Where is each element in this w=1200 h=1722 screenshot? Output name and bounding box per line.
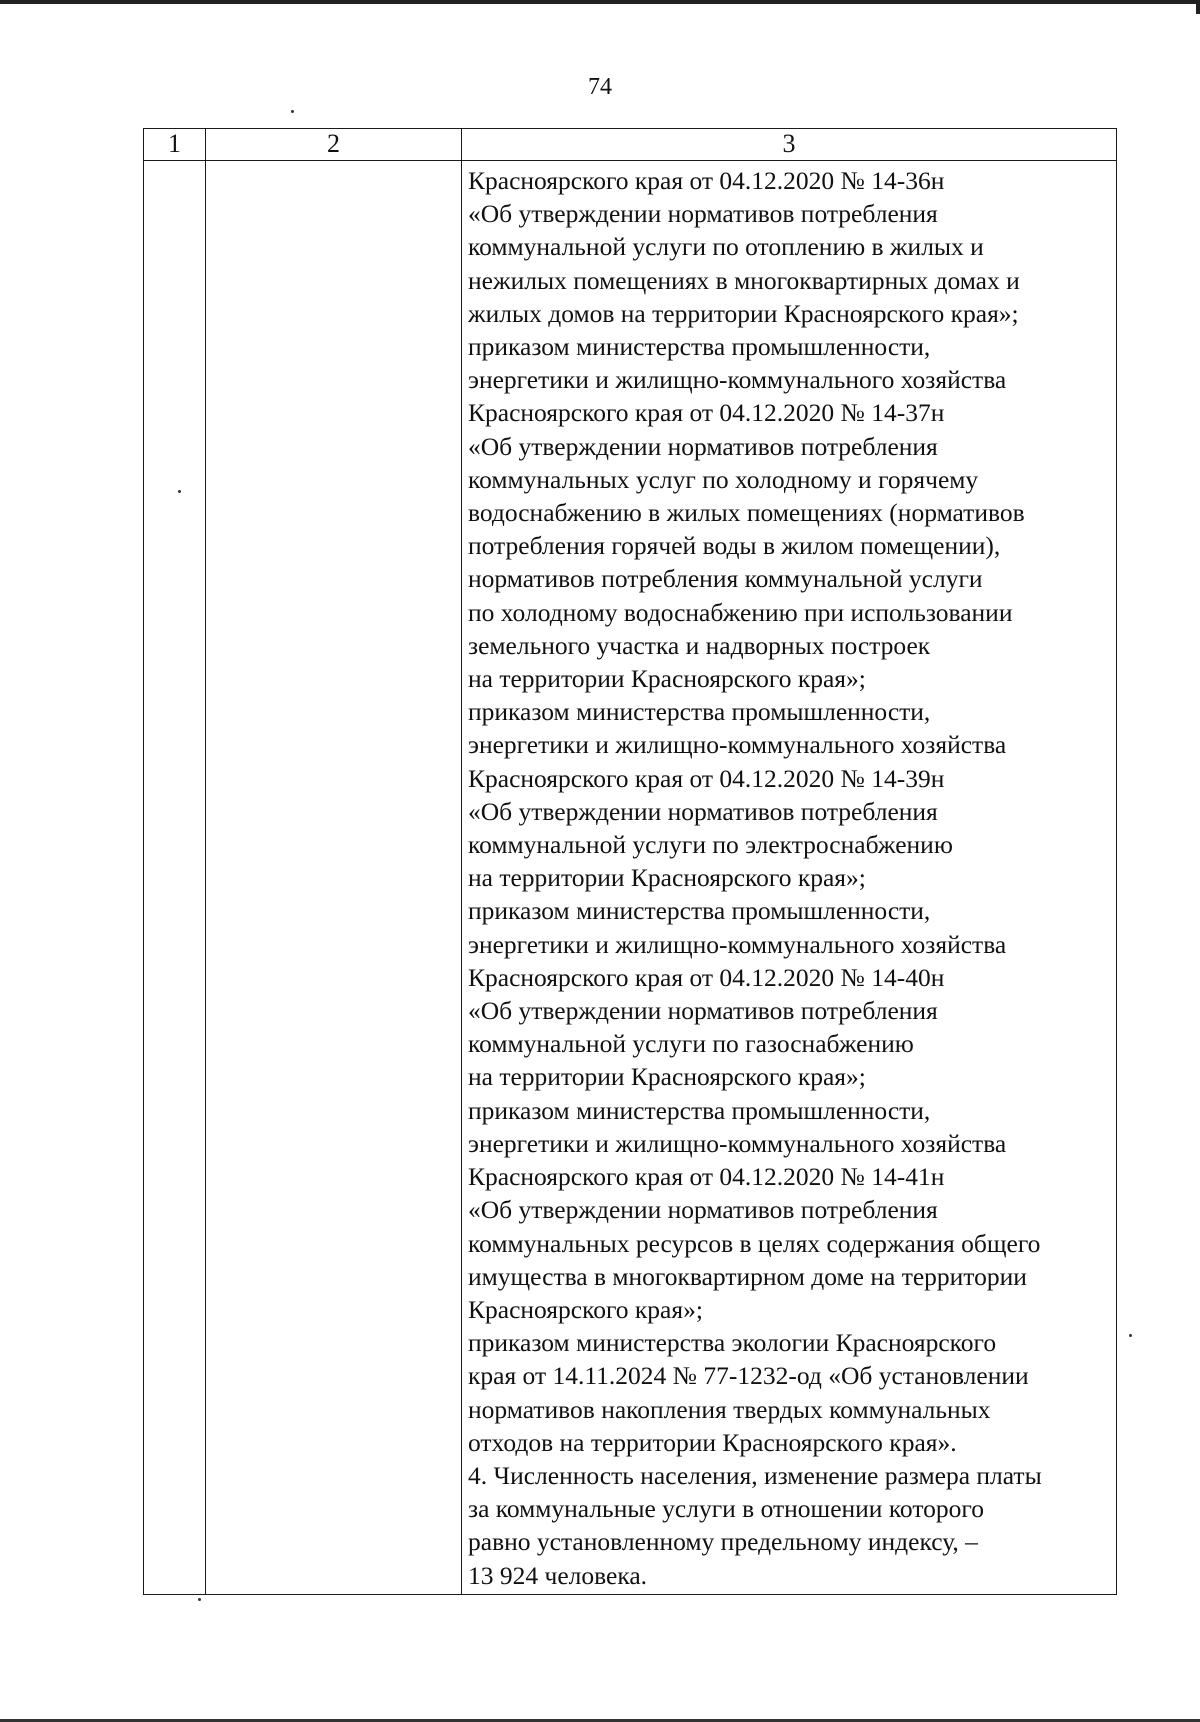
text-line: приказом министерства экологии Красноярского	[468, 1328, 997, 1358]
text-line: по холодному водоснабжению при использовании	[468, 597, 1013, 627]
text-line: коммунальных ресурсов в целях содержания общего	[468, 1228, 1041, 1258]
text-line: Красноярского края от 04.12.2020 № 14-40н	[468, 962, 945, 992]
table-row	[144, 161, 1117, 1595]
scan-speck	[198, 1598, 201, 1601]
table-header-row	[144, 129, 1117, 161]
text-line: приказом министерства промышленности,	[468, 1095, 931, 1125]
text-line: водоснабжению в жилых помещениях (нормативов	[468, 498, 1025, 528]
top-right-edge-mark	[1196, 0, 1200, 14]
text-line: энергетики и жилищно-коммунального хозяйства	[468, 929, 1007, 959]
text-line: Красноярского края от 04.12.2020 № 14-37н	[468, 398, 945, 428]
text-line: 13 924 человека.	[468, 1560, 648, 1590]
text-line: приказом министерства промышленности,	[468, 697, 931, 727]
text-line: Красноярского края»;	[468, 1294, 703, 1324]
text-line: энергетики и жилищно-коммунального хозяйства	[468, 365, 1007, 395]
text-line: имущества в многоквартирном доме на территории	[468, 1261, 1027, 1291]
text-line: коммунальной услуги по электроснабжению	[468, 830, 953, 860]
text-line: «Об утверждении нормативов потребления	[468, 1195, 938, 1225]
text-line: коммунальной услуги по отоплению в жилых и	[468, 232, 984, 262]
text-line: 4. Численность населения, изменение размера платы	[468, 1460, 1042, 1490]
scan-speck	[1129, 1334, 1132, 1337]
text-line: края от 14.11.2024 № 77-1232-од «Об установлении	[468, 1361, 1029, 1391]
text-line: «Об утверждении нормативов потребления	[468, 996, 938, 1026]
text-line: коммунальных услуг по холодному и горячему	[468, 464, 979, 494]
column-header-3: 3	[462, 129, 1117, 161]
text-line: нормативов накопления твердых коммунальных	[468, 1394, 991, 1424]
text-line: на территории Красноярского края»;	[468, 1062, 866, 1092]
text-line: нежилых помещениях в многоквартирных домах и	[468, 265, 1020, 295]
text-line: Красноярского края от 04.12.2020 № 14-39н	[468, 763, 945, 793]
text-line: на территории Красноярского края»;	[468, 863, 866, 893]
text-line: «Об утверждении нормативов потребления	[468, 431, 938, 461]
text-line: энергетики и жилищно-коммунального хозяйства	[468, 730, 1007, 760]
text-line: за коммунальные услуги в отношении которого	[468, 1494, 984, 1524]
text-line: на территории Красноярского края»;	[468, 664, 866, 694]
text-line: потребления горячей воды в жилом помещении),	[468, 531, 1001, 561]
document-table	[143, 128, 1117, 1595]
column-3-cell	[462, 161, 1117, 1595]
scan-speck	[291, 110, 294, 113]
text-line: земельного участка и надворных построек	[468, 630, 931, 660]
column-header-1: 1	[144, 129, 206, 161]
text-line: равно установленному предельному индексу, –	[468, 1527, 978, 1557]
top-edge-rule	[0, 0, 1200, 4]
text-line: Красноярского края от 04.12.2020 № 14-36н	[468, 166, 945, 195]
text-line: отходов на территории Красноярского края».	[468, 1427, 957, 1457]
text-line: коммунальной услуги по газоснабжению	[468, 1029, 914, 1059]
text-line: «Об утверждении нормативов потребления	[468, 796, 938, 826]
text-line: Красноярского края от 04.12.2020 № 14-41н	[468, 1162, 945, 1192]
text-line: «Об утверждении нормативов потребления	[468, 199, 938, 229]
text-line: приказом министерства промышленности,	[468, 896, 931, 926]
text-line: жилых домов на территории Красноярского края»;	[468, 298, 1019, 328]
page-number: 74	[588, 74, 612, 100]
text-line: энергетики и жилищно-коммунального хозяйства	[468, 1128, 1007, 1158]
text-line: нормативов потребления коммунальной услуги	[468, 564, 983, 594]
column-1-cell	[144, 161, 206, 1595]
column-2-cell	[206, 161, 462, 1595]
text-line: приказом министерства промышленности,	[468, 332, 931, 362]
column-header-2: 2	[206, 129, 462, 161]
